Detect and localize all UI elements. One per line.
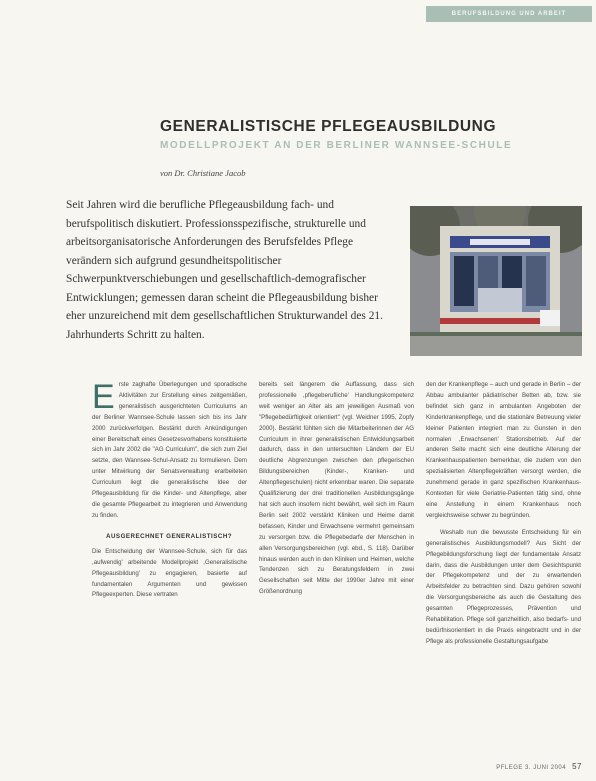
article-subtitle: MODELLPROJEKT AN DER BERLINER WANNSEE-SCHULE [160,140,513,151]
issue-label: PFLEGE 3. JUNI 2004 [496,765,567,771]
article-body [92,380,582,755]
article-author: von Dr. Christiane Jacob [160,168,246,178]
body-column-3 [426,380,581,755]
page-footer [496,762,582,771]
article-title: GENERALISTISCHE PFLEGEAUSBILDUNG [160,118,497,135]
section-tab: BERUFSBILDUNG UND ARBEIT [426,6,592,22]
building-photo [410,206,582,356]
body-paragraph: Die Entscheidung der Wannsee-Schule, sich für das ,aufwendig' arbeitende Modellprojekt ,Generalistische Pflegeausbildung' zu engagieren, basierte auf fundamentalen Argumenten und gewissen Pflegeexperten. Diese vertraten [92,547,247,599]
drop-cap: E [92,380,115,416]
body-column-1 [92,380,247,755]
body-paragraph: Weshalb nun die bewusste Entscheidung für ein generalistisches Ausbildungsmodell? Aus Sicht der Pflegebildungsforschung liegt der fundamentale Ansatz darin, dass die Ausbildungen unter dem Gesichtspunkt der Pflegekompetenz und der zu erwartenden Arbeitsfelder zu betrachten sind. Dazu gehören sowohl die Versorgungsbereiche als auch die Gestaltung des gesamten Pflegeprozesses, Prävention und Rehabilitation. Pflege soll ganzheitlich, also bedarfs- und bedürfnisorientiert in die Praxis eingebracht und in der Pflege als professionelle Gestaltungsaufgabe [426,528,581,645]
lead-paragraph [66,196,394,344]
body-paragraph [92,380,247,522]
page-number: 57 [572,762,582,771]
body-paragraph: bereits seit längerem die Auffassung, dass sich professionelle ,pflegeberufliche' Handlungskompetenz weit weniger an Alter als am jeweiligen Ausmaß von "Pflegebedürftigkeit orientiert" (vgl. Weidner 1995, Zopfy 2000). Bestärkt fühlten sich die Mitarbeiterinnen der AG Curriculum in ihrer generalistischen Entwicklungsarbeit dadurch, dass in den untersuchten Ländern der EU deutliche Abgrenzungen zwischen den pflegerischen Bildungsbereichen (Kinder-, Kranken- und Altenpflegeschulen) nicht erkennbar waren. Die separate Qualifizierung der drei traditionellen Ausbildungsgänge hat sich auch insofern nicht bewährt, weil sich im Raum Berlin seit 2002 verstärkt Kliniken und Heime damit befassen, Kinder und Erwachsene vermehrt gemeinsam zu versorgen bzw. die Pflegebedarfe der Menschen in allen Versorgungsbereichen (vgl. ebd., S. 118). Darüber hinaus werden auch in den Kliniken und Heimen, welche Tendenzen sich zu Beratungsfeldern in zwei Gesellschaften seit Mitte der 1990er Jahre mit einer Größenordnung [259,381,414,596]
section-subheading: AUSGERECHNET GENERALISTISCH? [106,532,233,540]
body-paragraph: den der Krankenpflege – auch und gerade in Berlin – der Abbau ambulanter pädiatrischer Betten ab, bzw. sie befindet sich ganz in ambulanten Angeboten der Kinderkrankenpflege, und die stationäre Betreuung vieler kleiner Patienten integriert man zu Gunsten in den normalen ,Erwachsenen' Stationsbetrieb. Auf der anderen Seite macht sich eine deutliche Alterung der Krankenhauspatienten bemerkbar, die zudem von den spezialisierten Altenpflegekräften versorgt werden, die zunehmend gerade in ganz spezifischen Krankenhaus-Kontexten für viele Geriatrie-Patienten tätig sind, ohne eine Anstellung in einem Krankenhaus noch vergleichsweise schwer zu begründen. [426,381,581,519]
paragraph-text: rste zaghafte Überlegungen und sporadische Aktivitäten zur Erstellung eines zeitgemäßen, generalistisch ausgerichteten Curriculums an der Berliner Wannsee-Schule lassen sich bis ins Jahr 2000 zurückverfolgen. Bestärkt durch Ankündigungen einer Bereitschaft eines Gesetzesvorhabens konstituierte sich im Jahr 2002 die "AG Curriculum", die sich zum Ziel setzte, den Wannsee-Schul-Ansatz zu formulieren. Dem unter Mitwirkung der Senatsverwaltung erarbeiteten Curriculum liegt die generalistische Idee der Pflegeausbildung für die Kinder- und Altenpflege, aber die gesamte Pflegearbeit zu integrieren und Anwendung zu finden. [92,381,247,519]
lead-text: Seit Jahren wird die berufliche Pflegeausbildung fach- und berufspolitisch diskutiert. Professionsspezifische, strukturelle und arbeitsorganisatorische Anforderungen des Berufsfeldes Pflege verändern sich aufgrund gesundheitspolitischer Schwerpunktverschiebungen und gesellschaftlich-demografischer Entwicklungen; gemessen daran scheint die Pflegeausbildung bisher eher unzureichend mit dem gesellschaftlichen Strukturwandel des 21. Jahrhunderts Schritt zu halten. [66,199,383,341]
body-column-2 [259,380,414,755]
